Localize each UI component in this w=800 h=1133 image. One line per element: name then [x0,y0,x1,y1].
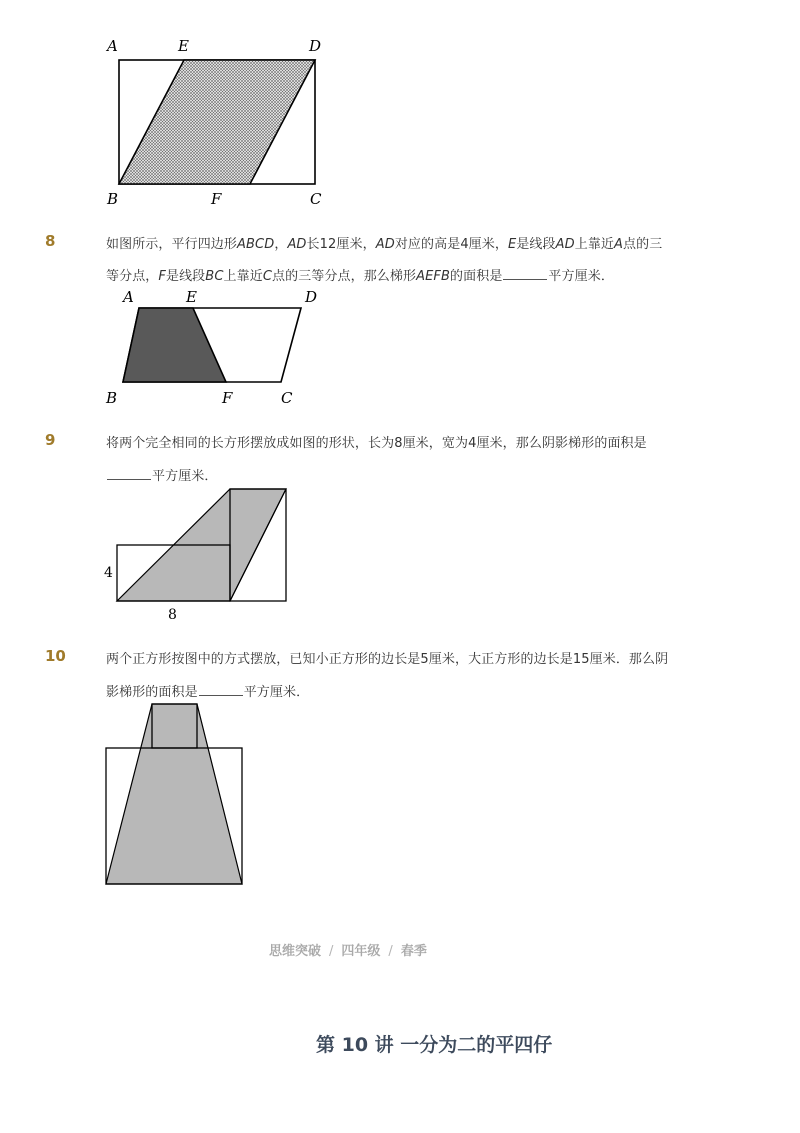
footer-course: 思维突破 [269,944,322,959]
shaded-parallelogram [119,60,315,184]
answer-blank[interactable] [107,468,151,480]
label-d: D [305,288,318,306]
label-b: B [106,389,118,407]
answer-blank[interactable] [503,268,547,280]
label-width: 4 [104,565,113,581]
question-9-line-1: 将两个完全相同的长方形摆放成如图的形状，长为8厘米，宽为4厘米，那么阴影梯形的面积是 [106,436,647,451]
footer-term: 春季 [400,944,427,959]
footer-separator: / [388,944,393,959]
figure-q10 [95,695,255,895]
label-d: D [309,37,322,55]
question-8-line-1: 如图所示，平行四边形ABCD，AD长12厘米，AD对应的高是4厘米，E是线段AD上靠近A点的三 [106,237,663,252]
figure-q9 [95,480,305,625]
footer-separator: / [329,944,334,959]
label-a: A [107,37,118,55]
label-f: F [211,190,222,208]
label-b: B [107,190,119,208]
footer-grade: 四年级 [341,944,381,959]
question-10-line-1: 两个正方形按图中的方式摆放，已知小正方形的边长是5厘米，大正方形的边长是15厘米．那么阴 [106,652,669,667]
label-c: C [310,190,322,208]
question-8-line-2: 等分点，F是线段BC上靠近C点的三等分点，那么梯形AEFB的面积是 平方厘米． [106,269,614,284]
shaded-trapezoid [106,704,242,884]
figure-q7 [95,30,345,215]
label-a: A [123,288,134,306]
question-number-9: 9 [45,431,56,449]
question-10-line-2: 影梯形的面积是 平方厘米． [106,685,310,700]
page-footer [269,940,427,959]
label-e: E [178,37,189,55]
lecture-title: 第 10 讲 一分为二的平四仔 [316,1034,553,1056]
label-f: F [222,389,233,407]
label-e: E [186,288,197,306]
shaded-trapezoid-aefb [123,308,226,382]
question-9-line-2: 平方厘米． [106,465,218,484]
question-number-8: 8 [45,232,56,250]
label-length: 8 [168,607,177,623]
figure-q8 [95,284,335,409]
question-number-10: 10 [45,647,66,665]
label-c: C [281,389,293,407]
